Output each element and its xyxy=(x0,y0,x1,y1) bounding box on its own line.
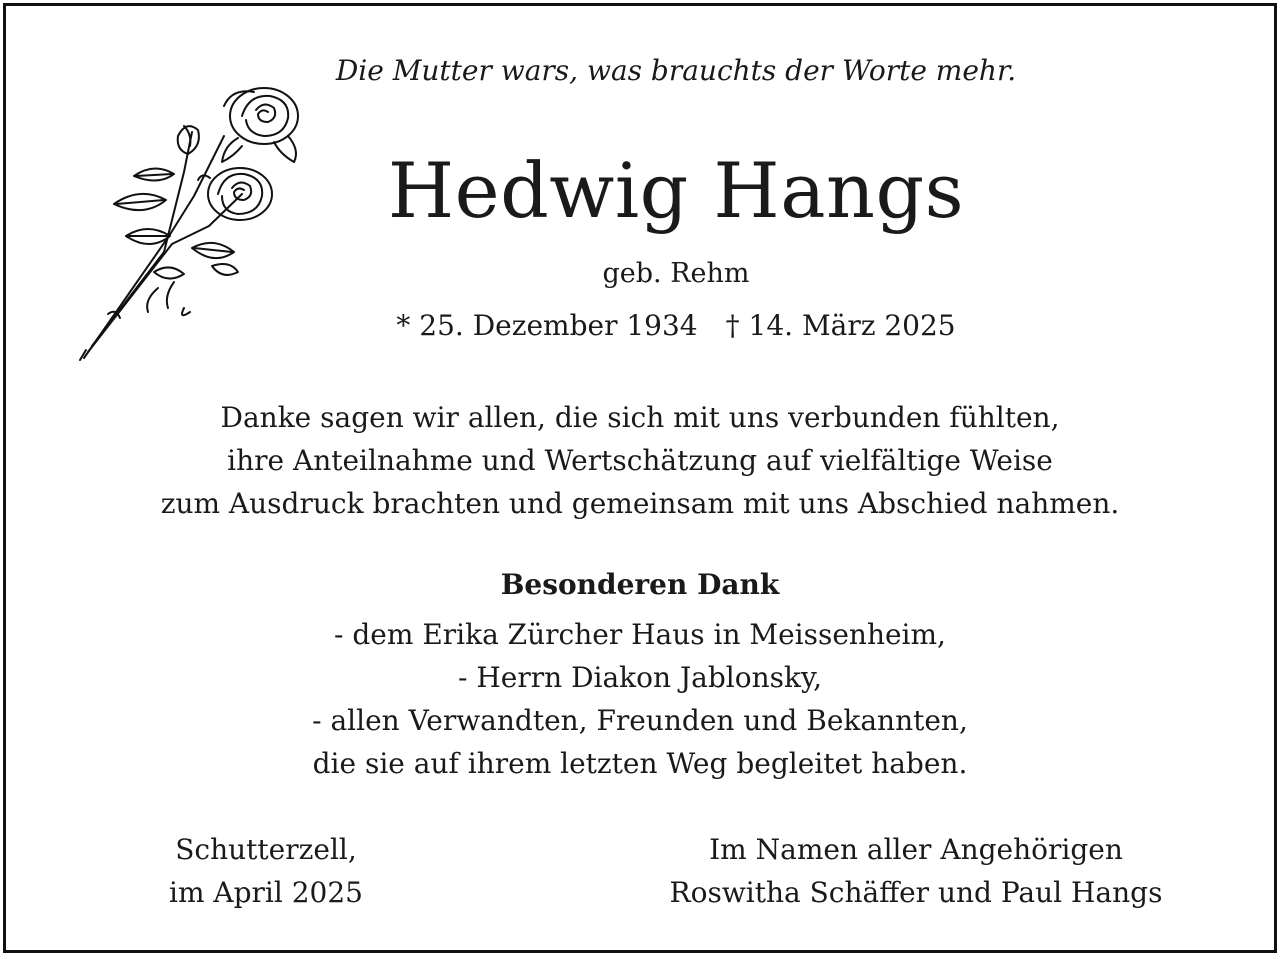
signature-intro: Im Namen aller Angehörigen xyxy=(709,833,1123,866)
death-date: † 14. März 2025 xyxy=(725,309,956,342)
signatories: Roswitha Schäffer und Paul Hangs xyxy=(669,876,1163,909)
place: Schutterzell, xyxy=(175,833,357,866)
thanks-line: Danke sagen wir allen, die sich mit uns verbunden fühlten, xyxy=(220,401,1060,434)
special-thanks-list xyxy=(6,613,1274,785)
thanks-text xyxy=(6,396,1274,525)
special-thanks-title: Besonderen Dank xyxy=(500,568,780,601)
thanks-line: ihre Anteilnahme und Wertschätzung auf vielfältige Weise xyxy=(227,444,1053,477)
thanks-line: zum Ausdruck brachten und gemeinsam mit uns Abschied nahmen. xyxy=(160,487,1120,520)
special-thanks-line: die sie auf ihrem letzten Weg begleitet haben. xyxy=(312,747,968,780)
motto-quote: Die Mutter wars, was brauchts der Worte mehr. xyxy=(335,54,1017,87)
special-thanks-line: - Herrn Diakon Jablonsky, xyxy=(458,661,822,694)
obituary-card xyxy=(3,3,1277,953)
date: im April 2025 xyxy=(168,876,363,909)
signature-block xyxy=(646,828,1186,914)
life-dates xyxy=(42,309,1280,342)
deceased-name: Hedwig Hangs xyxy=(387,146,965,235)
special-thanks-line: - dem Erika Zürcher Haus in Meissenheim, xyxy=(334,618,946,651)
birth-date: * 25. Dezember 1934 xyxy=(396,309,698,342)
place-and-date xyxy=(146,828,386,914)
birth-name: geb. Rehm xyxy=(602,258,750,289)
special-thanks-line: - allen Verwandten, Freunden und Bekannten, xyxy=(312,704,968,737)
